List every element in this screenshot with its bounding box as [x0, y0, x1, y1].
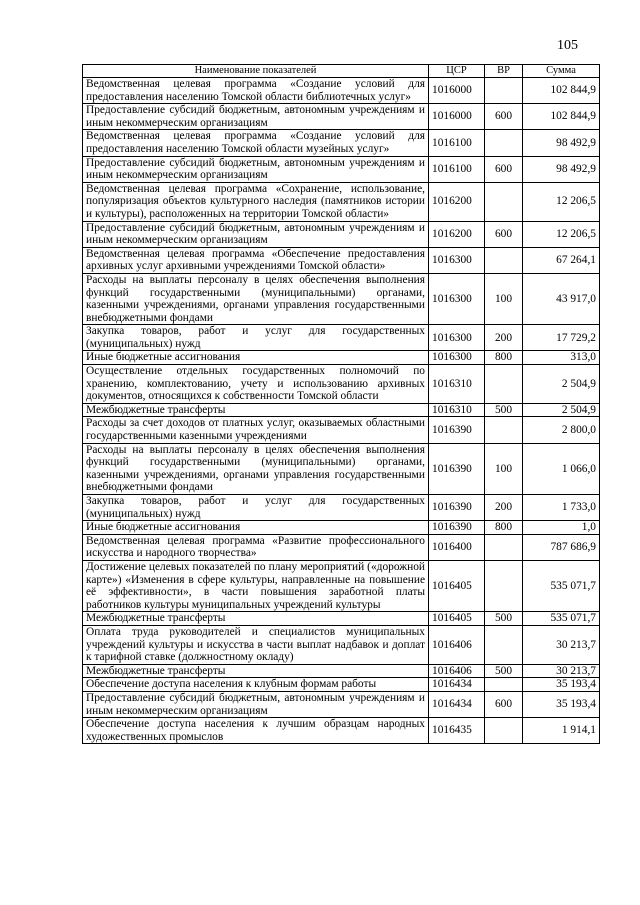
table-row — [83, 534, 600, 560]
row-sum-cell: 1 733,0 — [523, 495, 600, 521]
header-csr: ЦСР — [429, 65, 485, 78]
row-name-cell: Расходы на выплаты персоналу в целях обеспечения выполнения функций государственными (муниципальными) органами, казенными учреждениями, органами управления государственными внебюджетными фондами — [83, 273, 429, 324]
row-csr-cell: 1016200 — [429, 221, 485, 247]
row-csr-cell: 1016406 — [429, 625, 485, 664]
row-sum-cell: 30 213,7 — [523, 625, 600, 664]
row-name-cell: Иные бюджетные ассигнования — [83, 521, 429, 535]
row-csr-cell: 1016300 — [429, 351, 485, 365]
row-sum-cell: 102 844,9 — [523, 78, 600, 104]
row-sum-cell: 98 492,9 — [523, 156, 600, 182]
row-vr-cell: 600 — [485, 156, 523, 182]
row-sum-cell: 1,0 — [523, 521, 600, 535]
row-vr-cell: 600 — [485, 691, 523, 717]
header-sum: Сумма — [523, 65, 600, 78]
row-csr-cell: 1016300 — [429, 325, 485, 351]
row-csr-cell: 1016310 — [429, 365, 485, 404]
page-number: 105 — [557, 38, 578, 53]
row-sum-cell: 1 914,1 — [523, 718, 600, 744]
row-vr-cell — [485, 560, 523, 611]
row-sum-cell: 2 504,9 — [523, 365, 600, 404]
row-vr-cell: 800 — [485, 351, 523, 365]
row-name-cell: Осуществление отдельных государственных полномочий по хранению, комплектованию, учету и использованию архивных документов, относящихся к собственности Томской области — [83, 365, 429, 404]
row-sum-cell: 17 729,2 — [523, 325, 600, 351]
table-row — [83, 678, 600, 692]
row-csr-cell: 1016405 — [429, 560, 485, 611]
table-row — [83, 365, 600, 404]
row-name-cell: Ведомственная целевая программа «Сохранение, использование, популяризация объектов культурного наследия (памятников истории и культуры), расположенных на территории Томской области» — [83, 182, 429, 221]
row-csr-cell: 1016434 — [429, 691, 485, 717]
table-row — [83, 443, 600, 494]
table-row — [83, 221, 600, 247]
row-vr-cell — [485, 365, 523, 404]
row-vr-cell — [485, 247, 523, 273]
row-name-cell: Ведомственная целевая программа «Развитие профессионального искусства и народного творчества» — [83, 534, 429, 560]
row-vr-cell — [485, 718, 523, 744]
table-row — [83, 691, 600, 717]
row-name-cell: Ведомственная целевая программа «Обеспечение предоставления архивных услуг архивными учреждениями Томской области» — [83, 247, 429, 273]
row-sum-cell: 12 206,5 — [523, 182, 600, 221]
row-name-cell: Расходы за счет доходов от платных услуг, оказываемых областными государственными казенными учреждениями — [83, 417, 429, 443]
table-row — [83, 521, 600, 535]
row-name-cell: Ведомственная целевая программа «Создание условий для предоставления населению Томской области музейных услуг» — [83, 130, 429, 156]
row-sum-cell: 43 917,0 — [523, 273, 600, 324]
row-sum-cell: 535 071,7 — [523, 560, 600, 611]
row-name-cell: Иные бюджетные ассигнования — [83, 351, 429, 365]
row-vr-cell: 500 — [485, 612, 523, 626]
table-row — [83, 325, 600, 351]
row-name-cell: Закупка товаров, работ и услуг для государственных (муниципальных) нужд — [83, 495, 429, 521]
table-row — [83, 417, 600, 443]
table-row — [83, 664, 600, 678]
row-name-cell: Предоставление субсидий бюджетным, автономным учреждениям и иным некоммерческим организациям — [83, 104, 429, 130]
row-name-cell: Расходы на выплаты персоналу в целях обеспечения выполнения функций государственными (муниципальными) органами, казенными учреждениями, органами управления государственными внебюджетными фондами — [83, 443, 429, 494]
row-vr-cell — [485, 534, 523, 560]
row-csr-cell: 1016400 — [429, 534, 485, 560]
row-name-cell: Ведомственная целевая программа «Создание условий для предоставления населению Томской области библиотечных услуг» — [83, 78, 429, 104]
row-csr-cell: 1016390 — [429, 495, 485, 521]
row-vr-cell — [485, 182, 523, 221]
row-vr-cell — [485, 417, 523, 443]
row-vr-cell: 100 — [485, 273, 523, 324]
row-vr-cell: 200 — [485, 495, 523, 521]
row-sum-cell: 12 206,5 — [523, 221, 600, 247]
header-name: Наименование показателей — [83, 65, 429, 78]
row-csr-cell: 1016390 — [429, 443, 485, 494]
row-vr-cell: 600 — [485, 104, 523, 130]
row-name-cell: Обеспечение доступа населения к клубным формам работы — [83, 678, 429, 692]
table-row — [83, 625, 600, 664]
row-vr-cell — [485, 78, 523, 104]
row-vr-cell — [485, 678, 523, 692]
row-csr-cell: 1016310 — [429, 403, 485, 417]
row-sum-cell: 2 800,0 — [523, 417, 600, 443]
row-name-cell: Предоставление субсидий бюджетным, автономным учреждениям и иным некоммерческим организациям — [83, 691, 429, 717]
row-sum-cell: 35 193,4 — [523, 691, 600, 717]
table-row — [83, 104, 600, 130]
table-row — [83, 403, 600, 417]
header-vr: ВР — [485, 65, 523, 78]
row-vr-cell: 500 — [485, 664, 523, 678]
row-sum-cell: 67 264,1 — [523, 247, 600, 273]
row-vr-cell: 500 — [485, 403, 523, 417]
table-row — [83, 718, 600, 744]
row-name-cell: Межбюджетные трансферты — [83, 664, 429, 678]
row-name-cell: Предоставление субсидий бюджетным, автономным учреждениям и иным некоммерческим организациям — [83, 221, 429, 247]
table-row — [83, 351, 600, 365]
table-body — [83, 78, 600, 744]
row-csr-cell: 1016405 — [429, 612, 485, 626]
table-row — [83, 78, 600, 104]
row-vr-cell: 600 — [485, 221, 523, 247]
row-csr-cell: 1016434 — [429, 678, 485, 692]
row-csr-cell: 1016100 — [429, 156, 485, 182]
row-sum-cell: 2 504,9 — [523, 403, 600, 417]
table-row — [83, 273, 600, 324]
row-csr-cell: 1016390 — [429, 417, 485, 443]
row-csr-cell: 1016300 — [429, 247, 485, 273]
row-sum-cell: 787 686,9 — [523, 534, 600, 560]
row-csr-cell: 1016000 — [429, 78, 485, 104]
row-vr-cell: 800 — [485, 521, 523, 535]
budget-table — [82, 64, 600, 744]
row-sum-cell: 30 213,7 — [523, 664, 600, 678]
row-sum-cell: 102 844,9 — [523, 104, 600, 130]
row-name-cell: Межбюджетные трансферты — [83, 403, 429, 417]
row-sum-cell: 535 071,7 — [523, 612, 600, 626]
row-name-cell: Обеспечение доступа населения к лучшим образцам народных художественных промыслов — [83, 718, 429, 744]
table-header — [83, 65, 600, 78]
row-sum-cell: 35 193,4 — [523, 678, 600, 692]
row-vr-cell: 200 — [485, 325, 523, 351]
row-name-cell: Межбюджетные трансферты — [83, 612, 429, 626]
table-row — [83, 612, 600, 626]
row-csr-cell: 1016435 — [429, 718, 485, 744]
table-row — [83, 182, 600, 221]
row-name-cell: Достижение целевых показателей по плану мероприятий («дорожной карте») «Изменения в сфере культуры, направленные на повышение её эффективности», в части повышения заработной платы работников культуры муниципальных учреждений культуры — [83, 560, 429, 611]
row-name-cell: Закупка товаров, работ и услуг для государственных (муниципальных) нужд — [83, 325, 429, 351]
table-row — [83, 156, 600, 182]
row-csr-cell: 1016406 — [429, 664, 485, 678]
row-sum-cell: 98 492,9 — [523, 130, 600, 156]
row-vr-cell: 100 — [485, 443, 523, 494]
row-name-cell: Оплата труда руководителей и специалистов муниципальных учреждений культуры и искусства в части выплат надбавок и доплат к тарифной ставке (должностному окладу) — [83, 625, 429, 664]
table-row — [83, 247, 600, 273]
row-csr-cell: 1016200 — [429, 182, 485, 221]
row-sum-cell: 1 066,0 — [523, 443, 600, 494]
row-sum-cell: 313,0 — [523, 351, 600, 365]
table-row — [83, 130, 600, 156]
row-vr-cell — [485, 130, 523, 156]
table-row — [83, 560, 600, 611]
table-row — [83, 495, 600, 521]
row-csr-cell: 1016000 — [429, 104, 485, 130]
row-csr-cell: 1016390 — [429, 521, 485, 535]
row-csr-cell: 1016100 — [429, 130, 485, 156]
row-name-cell: Предоставление субсидий бюджетным, автономным учреждениям и иным некоммерческим организациям — [83, 156, 429, 182]
row-csr-cell: 1016300 — [429, 273, 485, 324]
row-vr-cell — [485, 625, 523, 664]
